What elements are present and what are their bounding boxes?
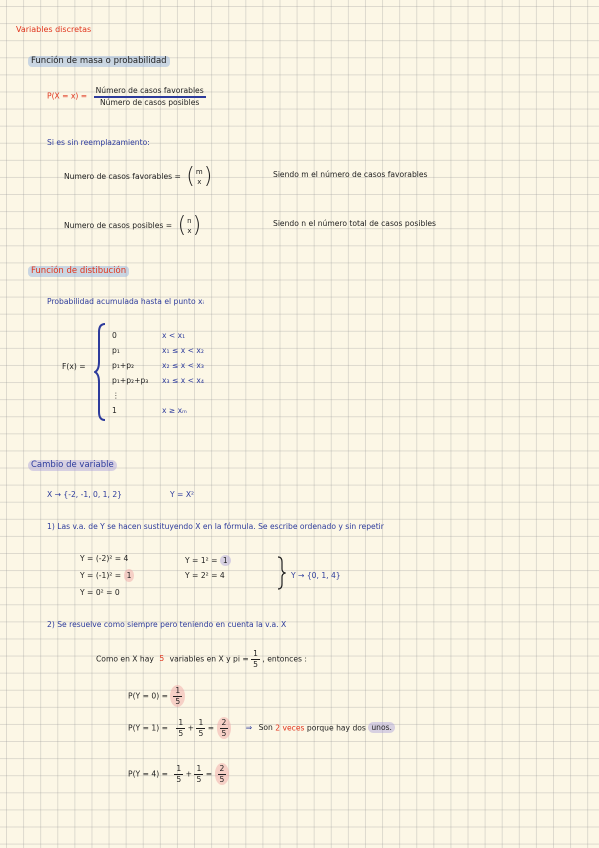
favorable-description: Siendo m el número de casos favorables	[273, 170, 428, 179]
favorable-cases-row	[64, 166, 212, 188]
page-title: Variables discretas	[16, 25, 92, 34]
intro-line: Como en X hay 5 variables en X y pi = $\frac{1}{5}$ , entonces :	[96, 649, 307, 669]
piece-value: 0	[112, 331, 117, 340]
without-replacement-label: Si es sin reemplazamiento:	[47, 138, 150, 147]
heading-mass-function: Función de masa o probabilidad	[28, 56, 170, 67]
p-y0-result: $\frac{1}{5}$	[170, 685, 185, 707]
piece-value: ⋮	[112, 391, 120, 400]
heading-distribution-function: Función de distibución	[28, 266, 129, 277]
piece-value: 1	[112, 406, 117, 415]
piece-condition	[162, 388, 204, 403]
binom-top: n	[187, 217, 192, 225]
curly-brace-icon	[276, 556, 286, 590]
possible-label: Numero de casos posibles =	[64, 221, 173, 231]
implies-arrow-icon: ⇒	[245, 723, 253, 733]
pi-fraction: $\frac{1}{5}$	[253, 649, 258, 669]
formula-denominator: Número de casos posibles	[99, 97, 200, 107]
p-y1-result: $\frac{2}{5}$	[217, 717, 232, 739]
piecewise-conditions	[162, 328, 204, 418]
possible-description: Siendo n el número total de casos posibles	[273, 219, 437, 228]
calc-left-2: Y = (-1)² = 1	[80, 572, 134, 580]
favorable-binomial: ( m x )	[186, 164, 213, 189]
step-1-text: 1) Las v.a. de Y se hacen sustituyendo X en la fórmula. Se escribe ordenado y sin repetir	[47, 522, 384, 531]
highlight-one: 1	[220, 555, 231, 566]
piece-value: p₁	[112, 346, 120, 355]
y-set: Y → {0, 1, 4}	[291, 571, 341, 580]
two-times-highlight: 2 veces	[275, 723, 305, 733]
calc-right-1: Y = 1² = 1	[185, 557, 231, 565]
x-set: X → {-2, -1, 0, 1, 2}	[47, 490, 123, 499]
piece-value: p₁+p₂+p₃	[112, 376, 149, 385]
formula-fraction	[94, 87, 206, 106]
favorable-label: Numero de casos favorables =	[64, 172, 181, 182]
count-value: 5	[159, 654, 165, 664]
piece-value: p₁+p₂	[112, 361, 135, 370]
heading-change-of-variable: Cambio de variable	[28, 460, 117, 471]
p-y4-result: $\frac{2}{5}$	[215, 763, 230, 785]
piecewise-values	[112, 328, 148, 418]
cumulative-probability-label: Probabilidad acumulada hasta el punto xᵢ	[47, 297, 204, 306]
y-function: Y = X²	[170, 490, 195, 499]
piece-condition: x₁ ≤ x < x₂	[162, 346, 204, 355]
piece-condition: x₃ ≤ x < x₄	[162, 376, 204, 385]
p-y0-row: P(Y = 0) = $\frac{1}{5}$	[128, 685, 185, 707]
piece-condition: x ≥ xₘ	[162, 406, 187, 415]
formula-lhs: P(X = x) =	[47, 91, 88, 101]
piece-condition: x < x₁	[162, 331, 186, 340]
ones-highlight: unos.	[368, 722, 395, 733]
binom-top: m	[195, 168, 203, 176]
p-y1-row: P(Y = 1) = $\frac{1}{5}$ + $\frac{1}{5}$ = $\frac{2}{5}$ ⇒ Son 2 veces porque hay dos unos.	[128, 717, 395, 739]
p-y4-row: P(Y = 4) = $\frac{1}{5}$ + $\frac{1}{5}$ = $\frac{2}{5}$	[128, 763, 229, 785]
step-2-text: 2) Se resuelve como siempre pero teniendo en cuenta la v.a. X	[47, 620, 287, 629]
formula-numerator: Número de casos favorables	[94, 87, 206, 98]
piece-condition: x₂ ≤ x < x₃	[162, 361, 204, 370]
piecewise-lhs: F(x) =	[62, 362, 86, 371]
curly-brace-icon	[94, 322, 108, 422]
calc-right-2: Y = 2² = 4	[185, 571, 225, 580]
possible-binomial: ( n x )	[177, 213, 202, 238]
binom-bottom: x	[187, 227, 192, 235]
possible-cases-row	[64, 215, 201, 237]
calc-left-3: Y = 0² = 0	[80, 588, 120, 597]
probability-formula	[47, 87, 206, 106]
highlight-one: 1	[124, 569, 135, 582]
calc-left-1: Y = (-2)² = 4	[80, 554, 129, 563]
binom-bottom: x	[197, 178, 202, 186]
